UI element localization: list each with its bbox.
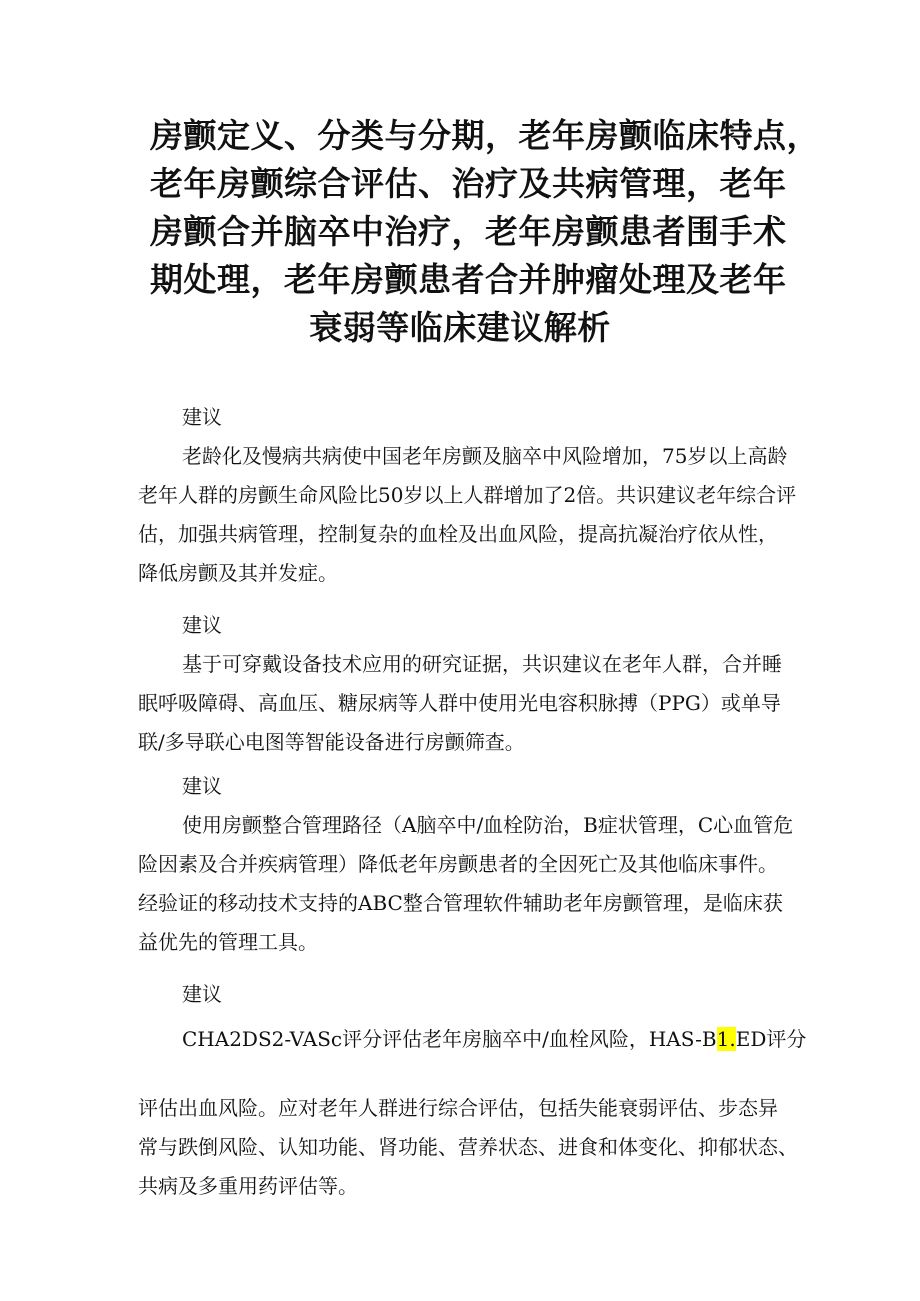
paragraph-line: 评估出血风险。应对老年人群进行综合评估，包括失能衰弱评估、步态异 <box>138 1096 778 1120</box>
paragraph-line: 估，加强共病管理，控制复杂的血栓及出血风险，提高抗凝治疗依从性， <box>138 522 778 546</box>
paragraph-line: 联/多导联心电图等智能设备进行房颤筛查。 <box>138 730 525 754</box>
section-heading: 建议 <box>182 405 222 429</box>
title-line: 房颤定义、分类与分期，老年房颤临床特点， <box>150 116 820 155</box>
score-text: CHA2DS2-VASc评分评估老年房脑卒中/血栓风险，HAS-B <box>182 1027 717 1051</box>
paragraph-line: 老龄化及慢病共病使中国老年房颤及脑卒中风险增加，75岁以上高龄 <box>182 444 788 468</box>
section-heading: 建议 <box>182 613 222 637</box>
section-heading: 建议 <box>182 774 222 798</box>
highlighted-text: 1. <box>716 1027 736 1051</box>
score-text-end: ED评分 <box>735 1027 807 1051</box>
document-title <box>150 112 820 352</box>
paragraph-line: 基于可穿戴设备技术应用的研究证据，共识建议在老年人群，合并睡 <box>182 652 782 676</box>
paragraph-line: 经验证的移动技术支持的ABC整合管理软件辅助老年房颤管理，是临床获 <box>138 891 783 915</box>
paragraph-line-first <box>138 1020 807 1059</box>
title-line: 房颤合并脑卒中治疗，老年房颤患者围手术 <box>150 212 787 251</box>
section-3 <box>138 767 794 962</box>
section-2 <box>138 606 788 762</box>
title-line: 老年房颤综合评估、治疗及共病管理，老年 <box>150 164 787 203</box>
paragraph-line: 使用房颤整合管理路径（A脑卒中/血栓防治，B症状管理，C心血管危 <box>182 813 794 837</box>
paragraph-line: 共病及多重用药评估等。 <box>138 1174 358 1198</box>
paragraph-line: 益优先的管理工具。 <box>138 930 318 954</box>
paragraph-line: 常与跌倒风险、认知功能、肾功能、营养状态、进食和体变化、抑郁状态、 <box>138 1135 798 1159</box>
paragraph-line: 眠呼吸障碍、高血压、糖尿病等人群中使用光电容积脉搏（PPG）或单导 <box>138 691 781 715</box>
section-4 <box>138 975 807 1206</box>
paragraph-line: 降低房颤及其并发症。 <box>138 561 338 585</box>
title-line: 衰弱等临床建议解析 <box>309 308 611 347</box>
paragraph-line: 险因素及合并疾病管理）降低老年房颤患者的全因死亡及其他临床事件。 <box>138 852 778 876</box>
title-line: 期处理，老年房颤患者合并肿瘤处理及老年 <box>150 260 787 299</box>
paragraph-line: 老年人群的房颤生命风险比50岁以上人群增加了2倍。共识建议老年综合评 <box>138 483 797 507</box>
section-1 <box>138 398 797 593</box>
section-heading: 建议 <box>182 982 222 1006</box>
